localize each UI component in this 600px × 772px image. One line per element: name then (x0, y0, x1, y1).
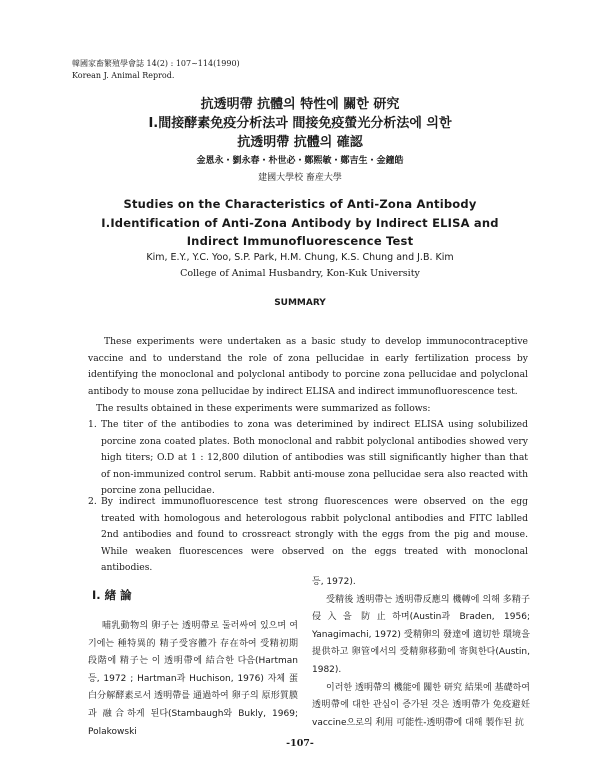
introduction-right-column (312, 574, 530, 732)
korean-authors: 金恩永・劉永春・朴世必・鄭熙敏・鄭吉生・金鐘皓 (196, 156, 404, 166)
introduction-right-paragraph-1: 受精後 透明帶는 透明帶反應의 機轉에 의해 多精子侵入을 防止하며(Austin과 Braden, 1956; Yanagimachi, 1972) 受精卵의 發達에 適切한 環境을 提供하고 卵管에서의 受精卵移動에 寄與한다(Austin, 1982). (312, 594, 530, 675)
introduction-left-column (88, 618, 298, 741)
introduction-heading: Ⅰ. 緖 論 (92, 588, 132, 602)
english-affiliation: College of Animal Husbandry, Kon-Kuk University (180, 268, 420, 279)
summary-paragraph-2 (96, 401, 528, 418)
english-title-line-3: Indirect Immunofluorescence Test (186, 234, 414, 248)
page-number: -107- (286, 738, 314, 749)
korean-title-line-2: Ⅰ.間接酵素免疫分析法과 間接免疫螢光分析法에 의한 (148, 116, 452, 131)
summary-paragraph-1-text: These experiments were undertaken as a basic study to develop immunocontraceptive vaccine and to understand the role of zona pellucidae in early fertilization process by identifying the monoclonal and polyclonal antibody to porcine zona pellucidae and polyclonal antibody to mouse zona pellucidae by indirect ELISA and indirect immunofluorescence test. (88, 336, 528, 397)
introduction-right-continuation: 등, 1972). (312, 577, 356, 587)
introduction-left-text: 哺乳動物의 卵子는 透明帶로 둘러싸여 있으며 여기에는 種特異的 精子受容體가 存在하여 受精初期 段階에 精子는 이 透明帶에 結合한 다음(Hartman 등, 1972 ; Hartman과 Huchison, 1976) 자체 蛋白分解酵素로서 透明帶를 通過하여 卵子의 原形質膜과 融合하게 된다(Stambaugh와 Bukly, 1969; Polakowski (88, 621, 298, 737)
journal-header (72, 58, 240, 82)
english-title-line-1: Studies on the Characteristics of Anti-Zona Antibody (123, 197, 477, 211)
korean-affiliation: 建國大學校 畜産大學 (258, 173, 342, 183)
english-authors: Kim, E.Y., Y.C. Yoo, S.P. Park, H.M. Chung, K.S. Chung and J.B. Kim (146, 252, 454, 263)
summary-paragraph-1 (88, 334, 528, 400)
result-item-number: 1. (88, 419, 97, 430)
korean-title-line-1: 抗透明帶 抗體의 特性에 關한 研究 (200, 97, 400, 112)
summary-heading: SUMMARY (274, 298, 326, 308)
summary-result-item-2 (88, 494, 528, 577)
english-title-line-2: Ⅰ.Identification of Anti-Zona Antibody by Indirect ELISA and (101, 216, 499, 230)
result-item-text: By indirect immunofluorescence test strong fluorescences were observed on the egg treated with homologous and heterologous rabbit polyclonal antibodies and FITC lablled 2nd antibodies and found to crossreact strongly with the eggs from the pig and mouse. While weaken fluorescences were observed on the eggs treated with monoclonal antibodies. (101, 496, 528, 574)
introduction-right-paragraph-2: 이러한 透明帶의 機能에 關한 研究 結果에 基礎하여 透明帶에 대한 관심이 증가된 것은 透明帶가 免疫避妊 vaccine으로의 利用 可能性-透明帶에 대해 製作된 抗 (312, 682, 530, 728)
korean-title-line-3: 抗透明帶 抗體의 確認 (237, 135, 363, 150)
result-item-number: 2. (88, 496, 97, 507)
result-item-text: The titer of the antibodies to zona was deterimined by indirect ELISA using solubilized porcine zona coated plates. Both monoclonal and rabbit polyclonal antibodies showed very high titers; O.D at 1 : 12,800 dilution of antibodies was still significantly higher than that of non-immunized control serum. Rabbit anti-mouse zona pellucidae sera also reacted with porcine zona pellucidae. (101, 419, 528, 497)
summary-paragraph-2-text: The results obtained in these experiments were summarized as follows: (96, 403, 431, 414)
journal-citation-ko: 韓國家畜繁殖學會誌 14(2) : 107~114(1990) (72, 59, 240, 68)
journal-citation-en: Korean J. Animal Reprod. (72, 71, 175, 80)
summary-result-item-1 (88, 417, 528, 500)
